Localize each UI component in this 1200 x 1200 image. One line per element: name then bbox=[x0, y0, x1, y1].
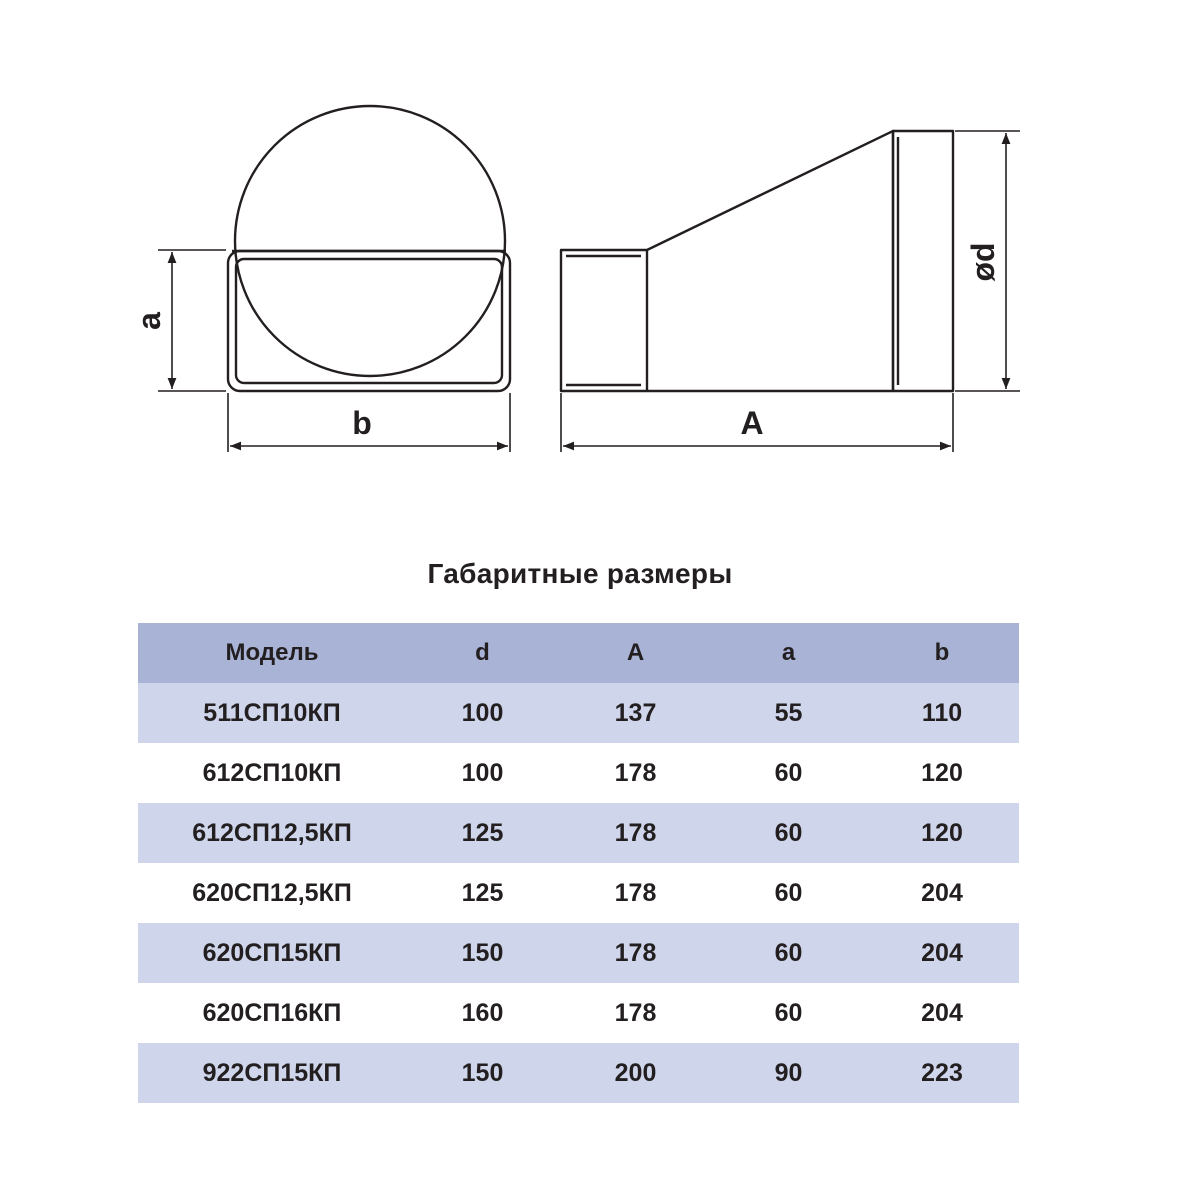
cell-d: 125 bbox=[406, 803, 559, 863]
cell-A: 137 bbox=[559, 683, 712, 743]
header-b: b bbox=[865, 623, 1019, 683]
table-header-row bbox=[138, 623, 1019, 683]
cell-model: 922СП15КП bbox=[138, 1043, 406, 1103]
cell-d: 125 bbox=[406, 863, 559, 923]
rect-spigot bbox=[561, 250, 647, 391]
cell-a: 60 bbox=[712, 923, 865, 983]
dim-label-A: A bbox=[740, 405, 764, 441]
dim-label-b: b bbox=[352, 405, 372, 441]
transition-body bbox=[647, 131, 893, 391]
cell-a: 60 bbox=[712, 863, 865, 923]
cell-b: 204 bbox=[865, 923, 1019, 983]
cell-model: 612СП12,5КП bbox=[138, 803, 406, 863]
side-view bbox=[561, 131, 953, 391]
cell-model: 612СП10КП bbox=[138, 743, 406, 803]
cell-b: 204 bbox=[865, 863, 1019, 923]
cell-d: 100 bbox=[406, 743, 559, 803]
rect-inner-outline bbox=[236, 259, 502, 383]
cell-d: 150 bbox=[406, 923, 559, 983]
cell-A: 178 bbox=[559, 743, 712, 803]
dim-label-a: a bbox=[131, 312, 167, 330]
rect-outer-outline bbox=[228, 251, 510, 391]
cell-model: 620СП15КП bbox=[138, 923, 406, 983]
cell-b: 120 bbox=[865, 743, 1019, 803]
cell-a: 60 bbox=[712, 743, 865, 803]
cell-b: 223 bbox=[865, 1043, 1019, 1103]
round-spigot bbox=[893, 131, 953, 391]
dimension-lines bbox=[158, 131, 1020, 452]
header-A: A bbox=[559, 623, 712, 683]
cell-model: 511СП10КП bbox=[138, 683, 406, 743]
cell-b: 204 bbox=[865, 983, 1019, 1043]
table-row bbox=[138, 803, 1019, 863]
table-row bbox=[138, 923, 1019, 983]
cell-A: 178 bbox=[559, 863, 712, 923]
dim-label-d: ød bbox=[965, 242, 1001, 282]
table-row bbox=[138, 1043, 1019, 1103]
dimensions-table bbox=[138, 623, 1019, 1103]
cell-a: 60 bbox=[712, 983, 865, 1043]
table-title: Габаритные размеры bbox=[427, 558, 733, 589]
front-view bbox=[228, 106, 510, 391]
cell-d: 100 bbox=[406, 683, 559, 743]
cell-a: 55 bbox=[712, 683, 865, 743]
header-model: Модель bbox=[138, 623, 406, 683]
cell-model: 620СП12,5КП bbox=[138, 863, 406, 923]
cell-d: 160 bbox=[406, 983, 559, 1043]
cell-model: 620СП16КП bbox=[138, 983, 406, 1043]
cell-b: 120 bbox=[865, 803, 1019, 863]
technical-drawing bbox=[0, 0, 1200, 520]
cell-b: 110 bbox=[865, 683, 1019, 743]
cell-A: 178 bbox=[559, 803, 712, 863]
cell-d: 150 bbox=[406, 1043, 559, 1103]
cell-A: 178 bbox=[559, 923, 712, 983]
table-row bbox=[138, 743, 1019, 803]
cell-A: 200 bbox=[559, 1043, 712, 1103]
cell-a: 60 bbox=[712, 803, 865, 863]
round-flange-circle bbox=[235, 106, 505, 376]
cell-A: 178 bbox=[559, 983, 712, 1043]
table-row bbox=[138, 863, 1019, 923]
cell-a: 90 bbox=[712, 1043, 865, 1103]
table-row bbox=[138, 683, 1019, 743]
header-d: d bbox=[406, 623, 559, 683]
header-a: a bbox=[712, 623, 865, 683]
table-row bbox=[138, 983, 1019, 1043]
